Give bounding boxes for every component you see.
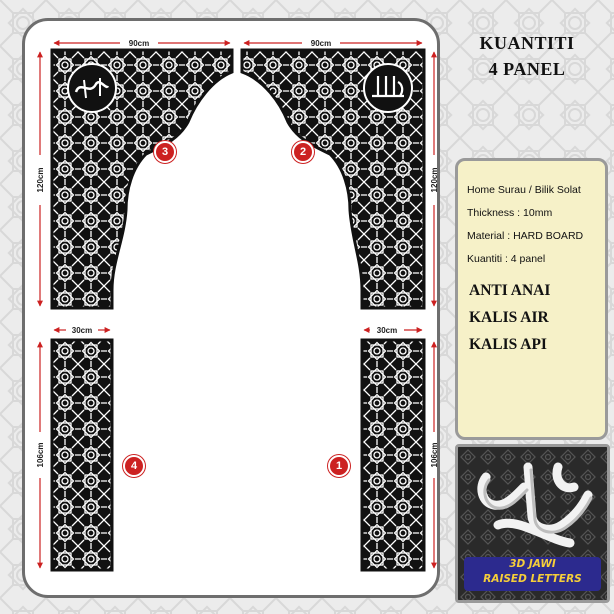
dim-left-height: 120cm — [36, 167, 45, 193]
dim-bottom-right-width: 30cm — [376, 326, 398, 335]
badge-line-2: RAISED LETTERS — [483, 573, 582, 585]
dim-top-left-width: 90cm — [128, 39, 150, 48]
spec-use: Home Surau / Bilik Solat — [467, 184, 581, 196]
product-photo — [455, 444, 610, 603]
dim-bottom-left-width: 30cm — [71, 326, 93, 335]
spec-quantity: Kuantiti : 4 panel — [467, 253, 546, 265]
panel-number-3: 3 — [154, 141, 176, 163]
panel-number-4: 4 — [123, 455, 145, 477]
title-line-2: 4 PANEL — [488, 59, 566, 79]
allah-calligraphy-medallion — [364, 64, 412, 112]
badge-line-1: 3D JAWI — [509, 558, 556, 570]
panel-number-1: 1 — [328, 455, 350, 477]
muhammad-calligraphy-medallion — [68, 64, 116, 112]
feature-kalis-air: KALIS AIR — [469, 309, 549, 326]
panel-number-2: 2 — [292, 141, 314, 163]
feature-anti-anai: ANTI ANAI — [469, 282, 551, 299]
quantity-title — [452, 30, 602, 82]
panel-4-bottom-left — [52, 340, 112, 570]
raised-letters-badge — [464, 557, 601, 591]
dim-right-height: 120cm — [430, 167, 439, 193]
title-line-1: KUANTITI — [479, 33, 575, 53]
dim-lower-left-height: 106cm — [36, 442, 45, 468]
dim-lower-right-height: 106cm — [430, 442, 439, 468]
panel-1-bottom-right — [362, 340, 424, 570]
spec-material: Material : HARD BOARD — [467, 230, 584, 242]
feature-kalis-api: KALIS API — [469, 336, 547, 353]
spec-thickness: Thickness : 10mm — [467, 207, 553, 219]
spec-box — [455, 158, 608, 440]
dim-top-right-width: 90cm — [310, 39, 332, 48]
